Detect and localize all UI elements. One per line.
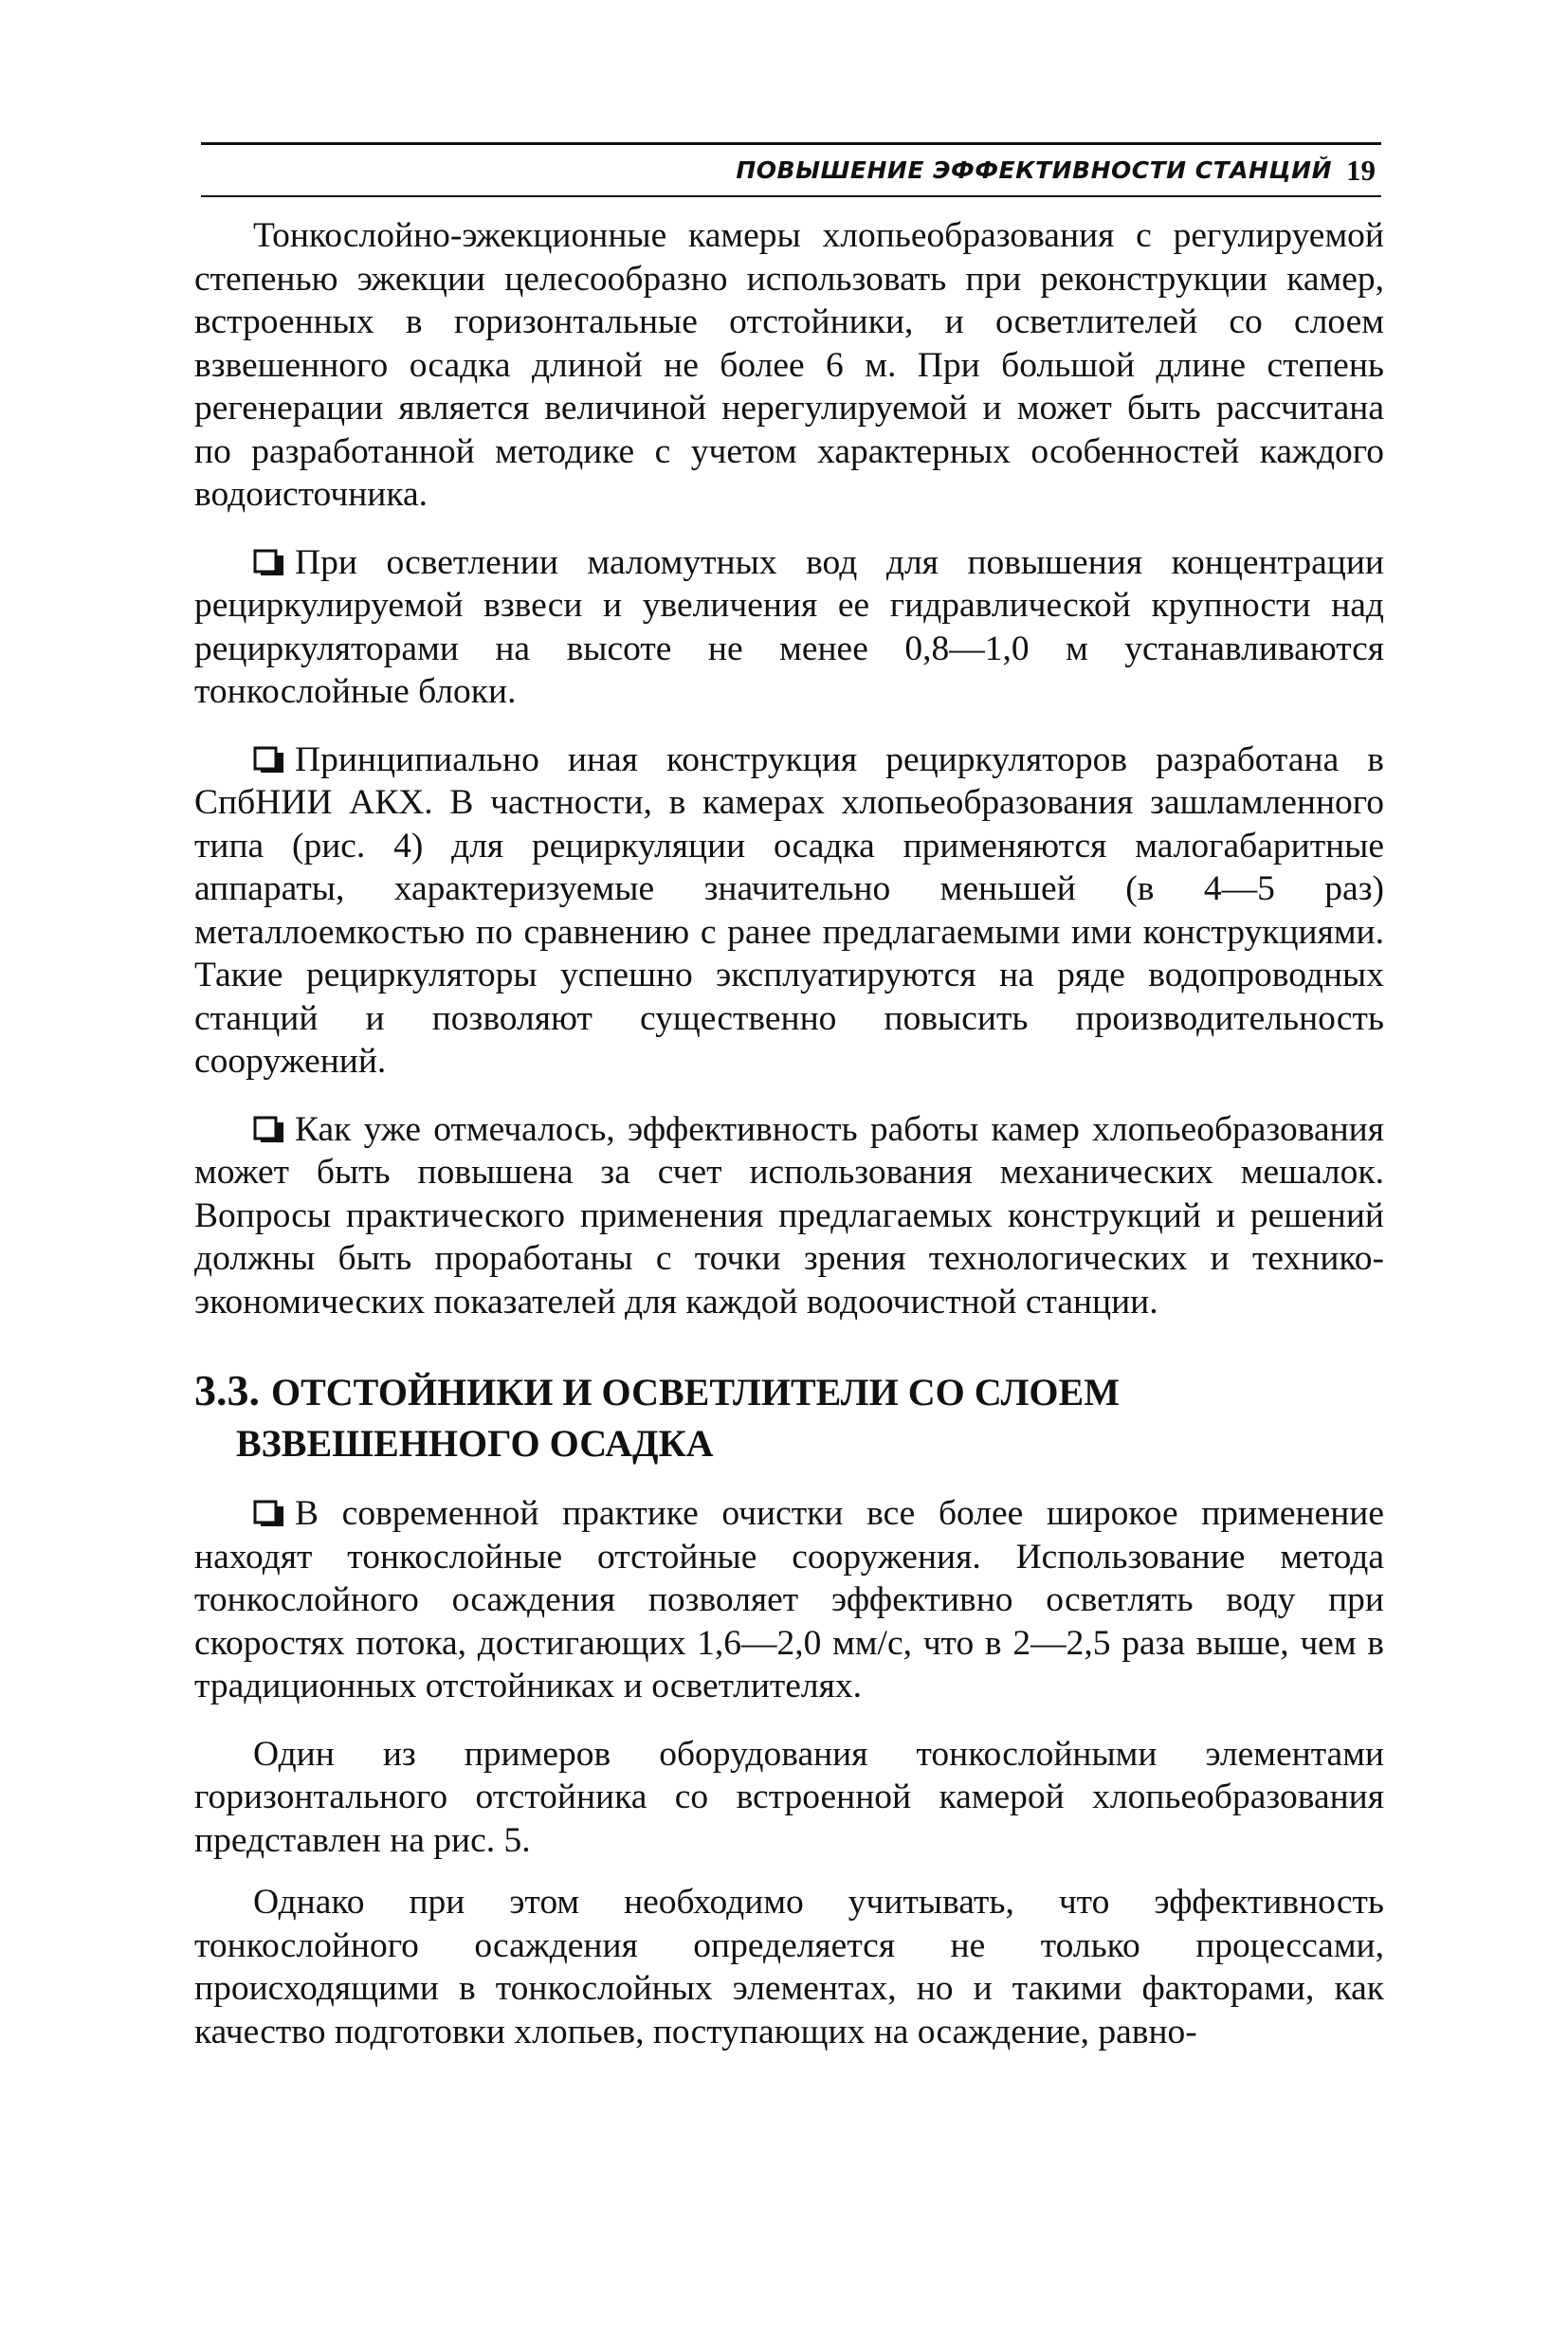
section-title-line2: ВЗВЕШЕННОГО ОСАДКА [236, 1422, 714, 1465]
page-number: 19 [1346, 154, 1376, 187]
section-title-line1: ОТСТОЙНИКИ И ОСВЕТЛИТЕЛИ СО СЛОЕМ [271, 1371, 1120, 1413]
checkbox-square-icon [253, 1499, 287, 1527]
running-header-title: ПОВЫШЕНИЕ ЭФФЕКТИВНОСТИ СТАНЦИЙ [736, 156, 1332, 184]
paragraph-5 [194, 1492, 1384, 1708]
paragraph-4 [194, 1108, 1384, 1324]
paragraph-3 [194, 738, 1384, 1084]
section-heading [194, 1365, 1384, 1469]
paragraph-2-text: При осветлении маломутных вод для повышения концентрации рециркулируемой взвеси и увеличения ее гидравлической крупности над рециркуляторами на высоте не менее 0,8—1,0 м устанавливаются тонкослойные блоки. [194, 542, 1384, 711]
paragraph-2 [194, 541, 1384, 714]
page-body [194, 214, 1384, 2078]
checkbox-square-icon [253, 745, 287, 774]
paragraph-4-text: Как уже отмечалось, эффективность работы камер хлопьеобразования может быть повышена за счет использования механических мешалок. Вопросы практического применения предлагаемых конструкций и решений должны быть проработаны с точки зрения технологических и технико-экономических показателей для каждой водоочистной станции. [194, 1109, 1384, 1322]
paragraph-3-text: Принципиально иная конструкция рециркуляторов разработана в СпбНИИ АКХ. В частности, в камерах хлопьеобразования зашламленного типа (рис. 4) для рециркуляции осадка применяются малогабаритные аппараты, характеризуемые значительно меньшей (в 4—5 раз) металлоемкостью по сравнению с ранее предлагаемыми ими конструкциями. Такие рециркуляторы успешно эксплуатируются на ряде водопроводных станций и позволяют существенно повысить производительность сооружений. [194, 739, 1384, 1081]
paragraph-7: Однако при этом необходимо учитывать, что эффективность тонкослойного осаждения определяется не только процессами, происходящими в тонкослойных элементах, но и такими факторами, как качество подготовки хлопьев, поступающих на осаждение, равно- [194, 1883, 1384, 2051]
checkbox-square-icon [253, 548, 287, 576]
running-header [201, 142, 1381, 197]
paragraph-5-text: В современной практике очистки все более широкое применение находят тонкослойные отстойные сооружения. Использование метода тонкослойного осаждения позволяет эффективно осветлять воду при скоростях потока, достигающих 1,6—2,0 мм/с, что в 2—2,5 раза выше, чем в традиционных отстойниках и осветлителях. [194, 1494, 1384, 1705]
paragraph-6: Один из примеров оборудования тонкослойными элементами горизонтального отстойника со встроенной камерой хлопьеобразования представлен на рис. 5. [194, 1734, 1384, 1860]
paragraph-1: Тонкослойно-эжекционные камеры хлопьеобразования с регулируемой степенью эжекции целесообразно использовать при реконструкции камер, встроенных в горизонтальные отстойники, и осветлителей со слоем взвешенного осадка длиной не более 6 м. При большой длине степень регенерации является величиной нерегулируемой и может быть рассчитана по разработанной методике с учетом характерных особенностей каждого водоисточника. [194, 216, 1384, 514]
checkbox-square-icon [253, 1115, 287, 1143]
section-number: 3.3. [194, 1366, 260, 1414]
